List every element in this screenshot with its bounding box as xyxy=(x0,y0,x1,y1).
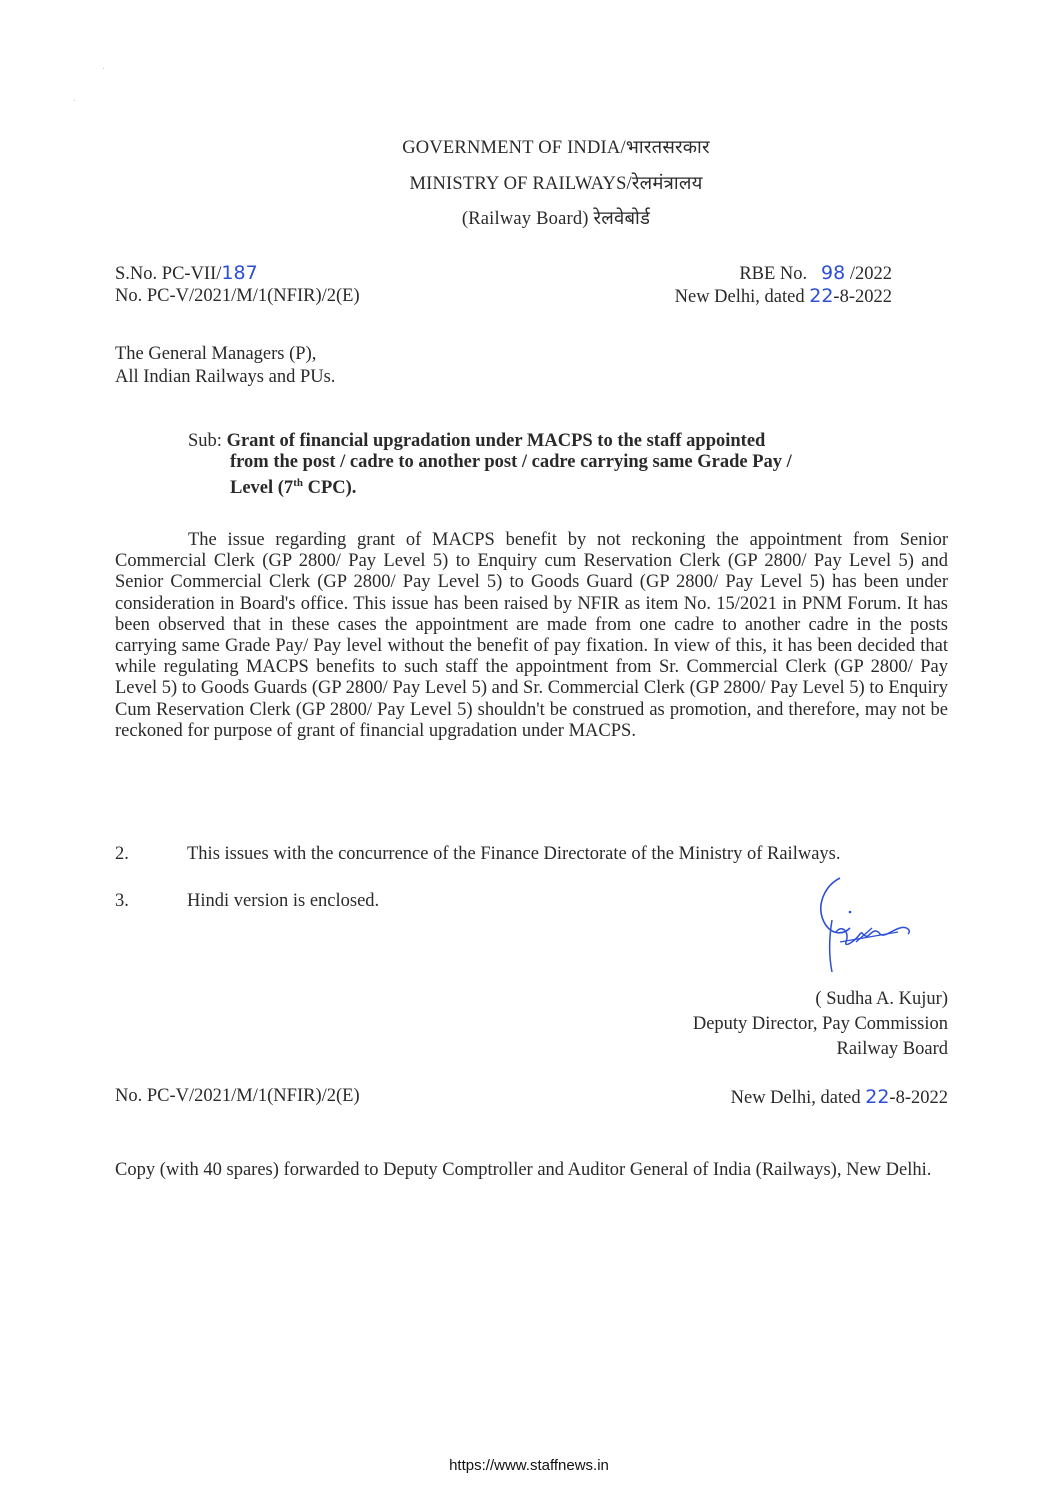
header-line-2: MINISTRY OF RAILWAYS/रेलमंत्रालय xyxy=(409,174,703,194)
rbe-number: RBE No. 98 /2022 xyxy=(739,262,892,284)
copy-date: New Delhi, dated 22-8-2022 xyxy=(730,1086,948,1108)
item-2-number: 2. xyxy=(115,844,129,864)
subject-block xyxy=(188,431,898,499)
signature-icon xyxy=(810,872,920,980)
rbe-number-handwritten: 98 xyxy=(821,262,846,284)
scan-speck: · xyxy=(73,96,77,107)
signatory-office: Railway Board xyxy=(836,1039,948,1059)
subject-line-2: from the post / cadre to another post / cadre carrying same Grade Pay / xyxy=(230,452,792,472)
subject-line-1: Grant of financial upgradation under MACPS to the staff appointed xyxy=(226,431,766,451)
header-line-3: (Railway Board) रेलवेबोर्ड xyxy=(461,209,651,229)
signatory-name: ( Sudha A. Kujur) xyxy=(815,989,948,1009)
addressee-line-1: The General Managers (P), xyxy=(115,344,317,364)
addressee-line-2: All Indian Railways and PUs. xyxy=(115,367,336,387)
copy-file-number: No. PC-V/2021/M/1(NFIR)/2(E) xyxy=(115,1086,360,1106)
copy-date-handwritten: 22 xyxy=(865,1086,890,1108)
scan-speck: · xyxy=(102,64,106,75)
item-3-number: 3. xyxy=(115,891,129,911)
subject-label: Sub: xyxy=(188,431,222,451)
header-line-1: GOVERNMENT OF INDIA/भारतसरकार xyxy=(402,138,710,158)
serial-number-handwritten: 187 xyxy=(221,262,258,284)
footer-url[interactable]: https://www.staffnews.in xyxy=(449,1457,609,1474)
item-2-text: This issues with the concurrence of the Finance Directorate of the Ministry of Railways. xyxy=(187,844,841,864)
issue-date-handwritten: 22 xyxy=(809,285,834,307)
body-paragraph-1: The issue regarding grant of MACPS benefit by not reckoning the appointment from Senior Commercial Clerk (GP 2800/ Pay Level 5) to Enquiry cum Reservation Clerk (GP 2800/ Pay Level 5) and Senior Commercial Clerk (GP 2800/ Pay Level 5) to Goods Guard (GP 2800/ Pay Level 5) has been under consideration in Board's office. This issue has been raised by NFIR as item No. 15/2021 in PNM Forum. It has been observed that in these cases the appointment are made from one cadre to another cadre in the posts carrying same Grade Pay/ Pay level without the benefit of pay fixation. In view of this, it has been decided that while regulating MACPS benefits to such staff the appointment from Sr. Commercial Clerk (GP 2800/ Pay Level 5) to Goods Guards (GP 2800/ Pay Level 5) and Sr. Commercial Clerk (GP 2800/ Pay Level 5) to Enquiry Cum Reservation Clerk (GP 2800/ Pay Level 5) shouldn't be construed as promotion, and therefore, may not be reckoned for purpose of grant of financial upgradation under MACPS. xyxy=(115,530,948,741)
file-number: No. PC-V/2021/M/1(NFIR)/2(E) xyxy=(115,286,360,306)
issue-date: New Delhi, dated 22-8-2022 xyxy=(674,285,892,307)
signatory-designation: Deputy Director, Pay Commission xyxy=(692,1014,948,1034)
serial-number: S.No. PC-VII/187 xyxy=(115,262,258,284)
subject-line-3: Level (7th CPC). xyxy=(230,477,357,499)
copy-forwarding-text: Copy (with 40 spares) forwarded to Deputy Comptroller and Auditor General of India (Railways), New Delhi. xyxy=(115,1160,932,1180)
item-3-text: Hindi version is enclosed. xyxy=(187,891,380,911)
